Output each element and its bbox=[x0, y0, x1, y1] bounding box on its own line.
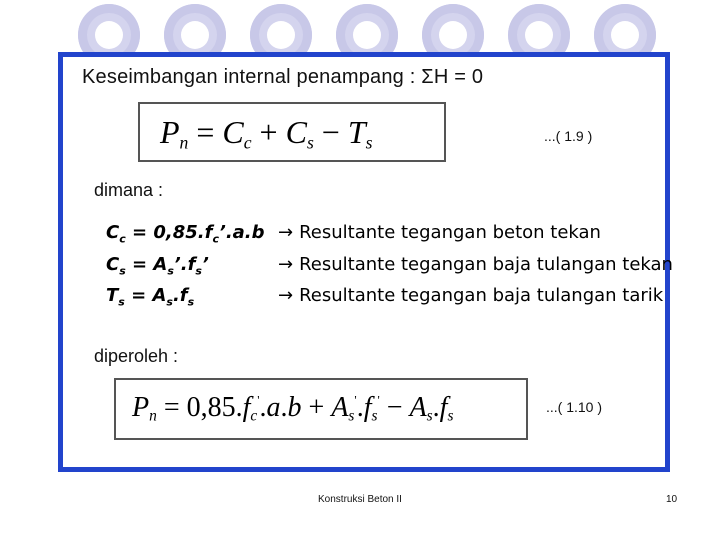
equation-box-2 bbox=[114, 378, 528, 440]
dimana-label: dimana : bbox=[94, 180, 164, 200]
definition-row bbox=[106, 222, 601, 246]
page-number: 10 bbox=[666, 494, 678, 505]
definition-text: Resultante tegangan beton tekan bbox=[299, 222, 601, 243]
definition-symbol: $T_s = A_s.f_s$ bbox=[106, 285, 195, 309]
arrow-right-icon: → bbox=[278, 254, 294, 275]
arrow-right-icon: → bbox=[278, 222, 294, 243]
definition-text: Resultante tegangan baja tulangan tarik bbox=[299, 285, 664, 306]
definition-row bbox=[106, 285, 663, 309]
definition-symbol: $C_s$ = $A_s’.f_s$’ bbox=[106, 254, 209, 278]
equation-1: $P_n = C_c + C_s - T_s$ bbox=[160, 114, 373, 153]
arrow-right-icon: → bbox=[278, 285, 294, 306]
equation-number-2: ...( 1.10 ) bbox=[546, 399, 603, 415]
definition-symbol: $C_c$ = $0,85.f_c’.a.b$ bbox=[106, 222, 265, 246]
footer-title: Konstruksi Beton II bbox=[318, 494, 402, 505]
slide-title: Keseimbangan internal penampang : ΣH = 0 bbox=[82, 66, 484, 88]
equation-2: $P_n = 0,85.f_c'.a.b + A_s'.f_s' - A_s.f_s$ bbox=[132, 392, 454, 425]
diperoleh-label: diperoleh : bbox=[94, 346, 179, 366]
definition-text: Resultante tegangan baja tulangan tekan bbox=[299, 254, 673, 275]
equation-number-1: ...( 1.9 ) bbox=[544, 128, 593, 144]
definition-row bbox=[106, 254, 673, 278]
equation-box-1 bbox=[138, 102, 446, 162]
